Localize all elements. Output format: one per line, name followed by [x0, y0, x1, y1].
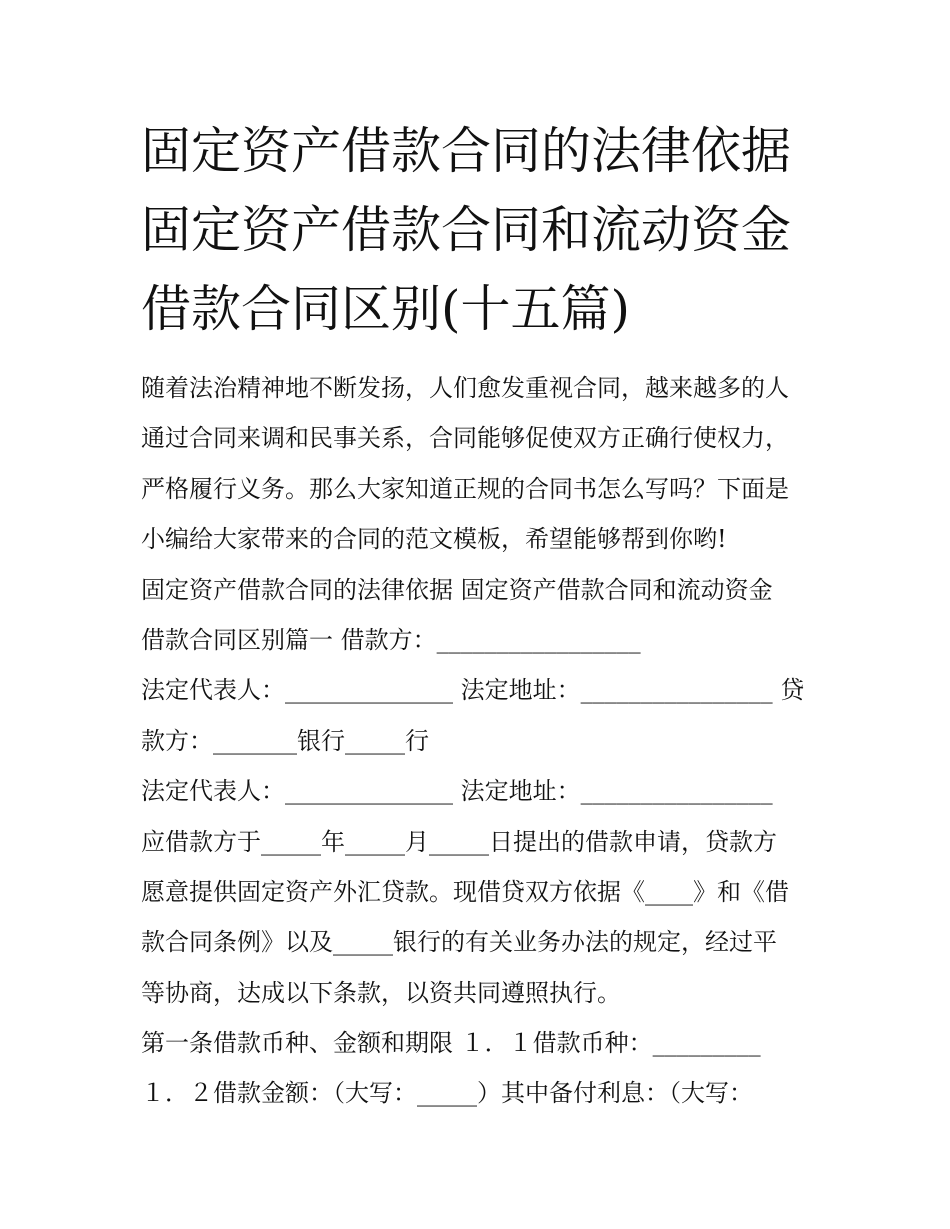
- document-title: [141, 112, 821, 349]
- body-line-9: 法定代表人：______________ 法定地址：________________: [141, 777, 773, 806]
- body-line-1: 随着法治精神地不断发扬，人们愈发重视合同，越来越多的人: [141, 374, 789, 402]
- body-line-13: 等协商，达成以下条款，以资共同遵照执行。: [141, 978, 621, 1007]
- body-line-15: １．２借款金额：（大写：_____）其中备付利息：（大写：: [141, 1079, 753, 1108]
- body-line-4: 小编给大家带来的合同的范文模板，希望能够帮到你哟!: [141, 525, 727, 554]
- body-line-6: 借款合同区别篇一 借款方：_________________: [141, 625, 641, 654]
- title-line-1: 固定资产借款合同的法律依据: [141, 122, 791, 180]
- body-line-11: 愿意提供固定资产外汇贷款。现借贷双方依据《____》和《借: [141, 877, 789, 906]
- title-line-3: 借款合同区别(十五篇): [141, 280, 631, 338]
- body-line-8: 款方：_______银行_____行: [141, 726, 429, 755]
- body-line-3: 严格履行义务。那么大家知道正规的合同书怎么写吗？下面是: [141, 474, 789, 503]
- document-body: [141, 363, 821, 1119]
- body-line-10: 应借款方于_____年_____月_____日提出的借款申请，贷款方: [141, 827, 777, 856]
- body-line-7: 法定代表人：______________ 法定地址：________________ 贷: [141, 676, 805, 705]
- body-line-2: 通过合同来调和民事关系，合同能够促使双方正确行使权力，: [141, 424, 789, 453]
- body-line-14: 第一条借款币种、金额和期限 １．１借款币种：_________: [141, 1029, 761, 1058]
- document-page: [141, 112, 821, 1119]
- body-line-5: 固定资产借款合同的法律依据 固定资产借款合同和流动资金: [141, 575, 773, 604]
- body-line-12: 款合同条例》以及_____银行的有关业务办法的规定，经过平: [141, 928, 777, 957]
- title-line-2: 固定资产借款合同和流动资金: [141, 201, 791, 259]
